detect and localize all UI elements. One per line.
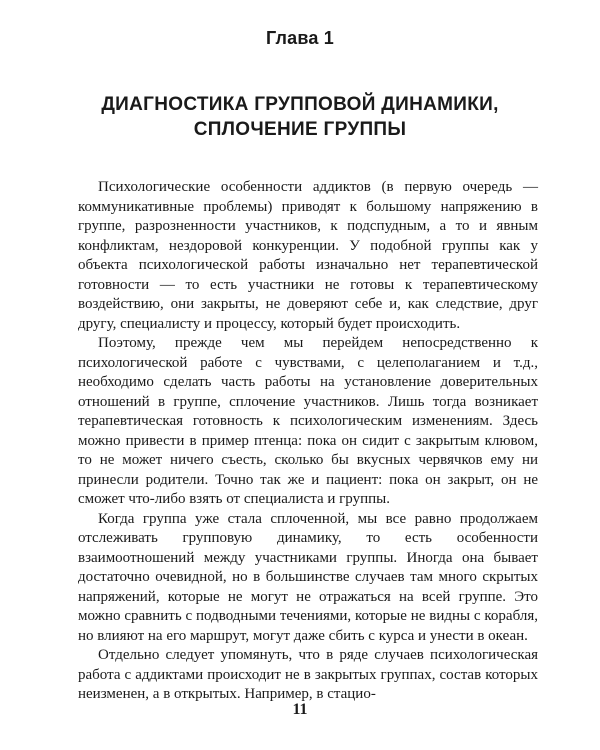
paragraph-3: Когда группа уже стала сплоченной, мы все равно продолжаем отслеживать групповую динамику, то есть особенности взаимоотношений между участниками группы. Иногда она бывает достаточно очевидной, но в большинстве случаев там много скрытых напряжений, которые не могут не отражаться на всей группе. Это можно сравнить с подводными течениями, которые не видны с корабля, но влияют на его маршрут, могут даже сбить с курса и унести в океан. (78, 510, 538, 644)
paragraph-2: Поэтому, прежде чем мы перейдем непосредственно к психологической работе с чувствами, с целеполаганием и т.д., необходимо сделать часть работы на установление доверительных отношений в группе, сплочение участников. Лишь тогда возникает терапевтическая готовность к психологическим изменениям. Здесь можно привести в пример птенца: пока он сидит с закрытым клювом, то не может ничего съесть, сколько бы вкусных червячков ему ни принесли родители. Точно так же и пациент: пока он закрыт, он не сможет что-либо взять от специалиста и группы. (78, 335, 538, 507)
chapter-title-line-2: СПЛОЧЕНИЕ ГРУППЫ (193, 119, 407, 140)
body-text (78, 178, 538, 705)
chapter-title (40, 92, 560, 142)
page-number: 11 (292, 701, 308, 718)
chapter-title-line-1: ДИАГНОСТИКА ГРУППОВОЙ ДИНАМИКИ, (101, 94, 499, 115)
paragraph-1: Психологические особенности аддиктов (в первую очередь — коммуникативные проблемы) приводят к большому напряжению в группе, разрозненности участников, к подспудным, а то и явным конфликтам, нездоровой конкуренции. У подобной группы как у объекта психологической работы изначально нет терапевтической готовности — то есть участники не готовы к терапевтическому воздействию, они закрыты, не доверяют себе и, как следствие, друг другу, специалисту и процессу, который будет происходить. (78, 179, 538, 332)
paragraph-4: Отдельно следует упомянуть, что в ряде случаев психологическая работа с аддиктами происходит не в закрытых группах, состав которых неизменен, а в открытых. Например, в стацио- (78, 647, 538, 702)
chapter-label: Глава 1 (265, 28, 334, 48)
